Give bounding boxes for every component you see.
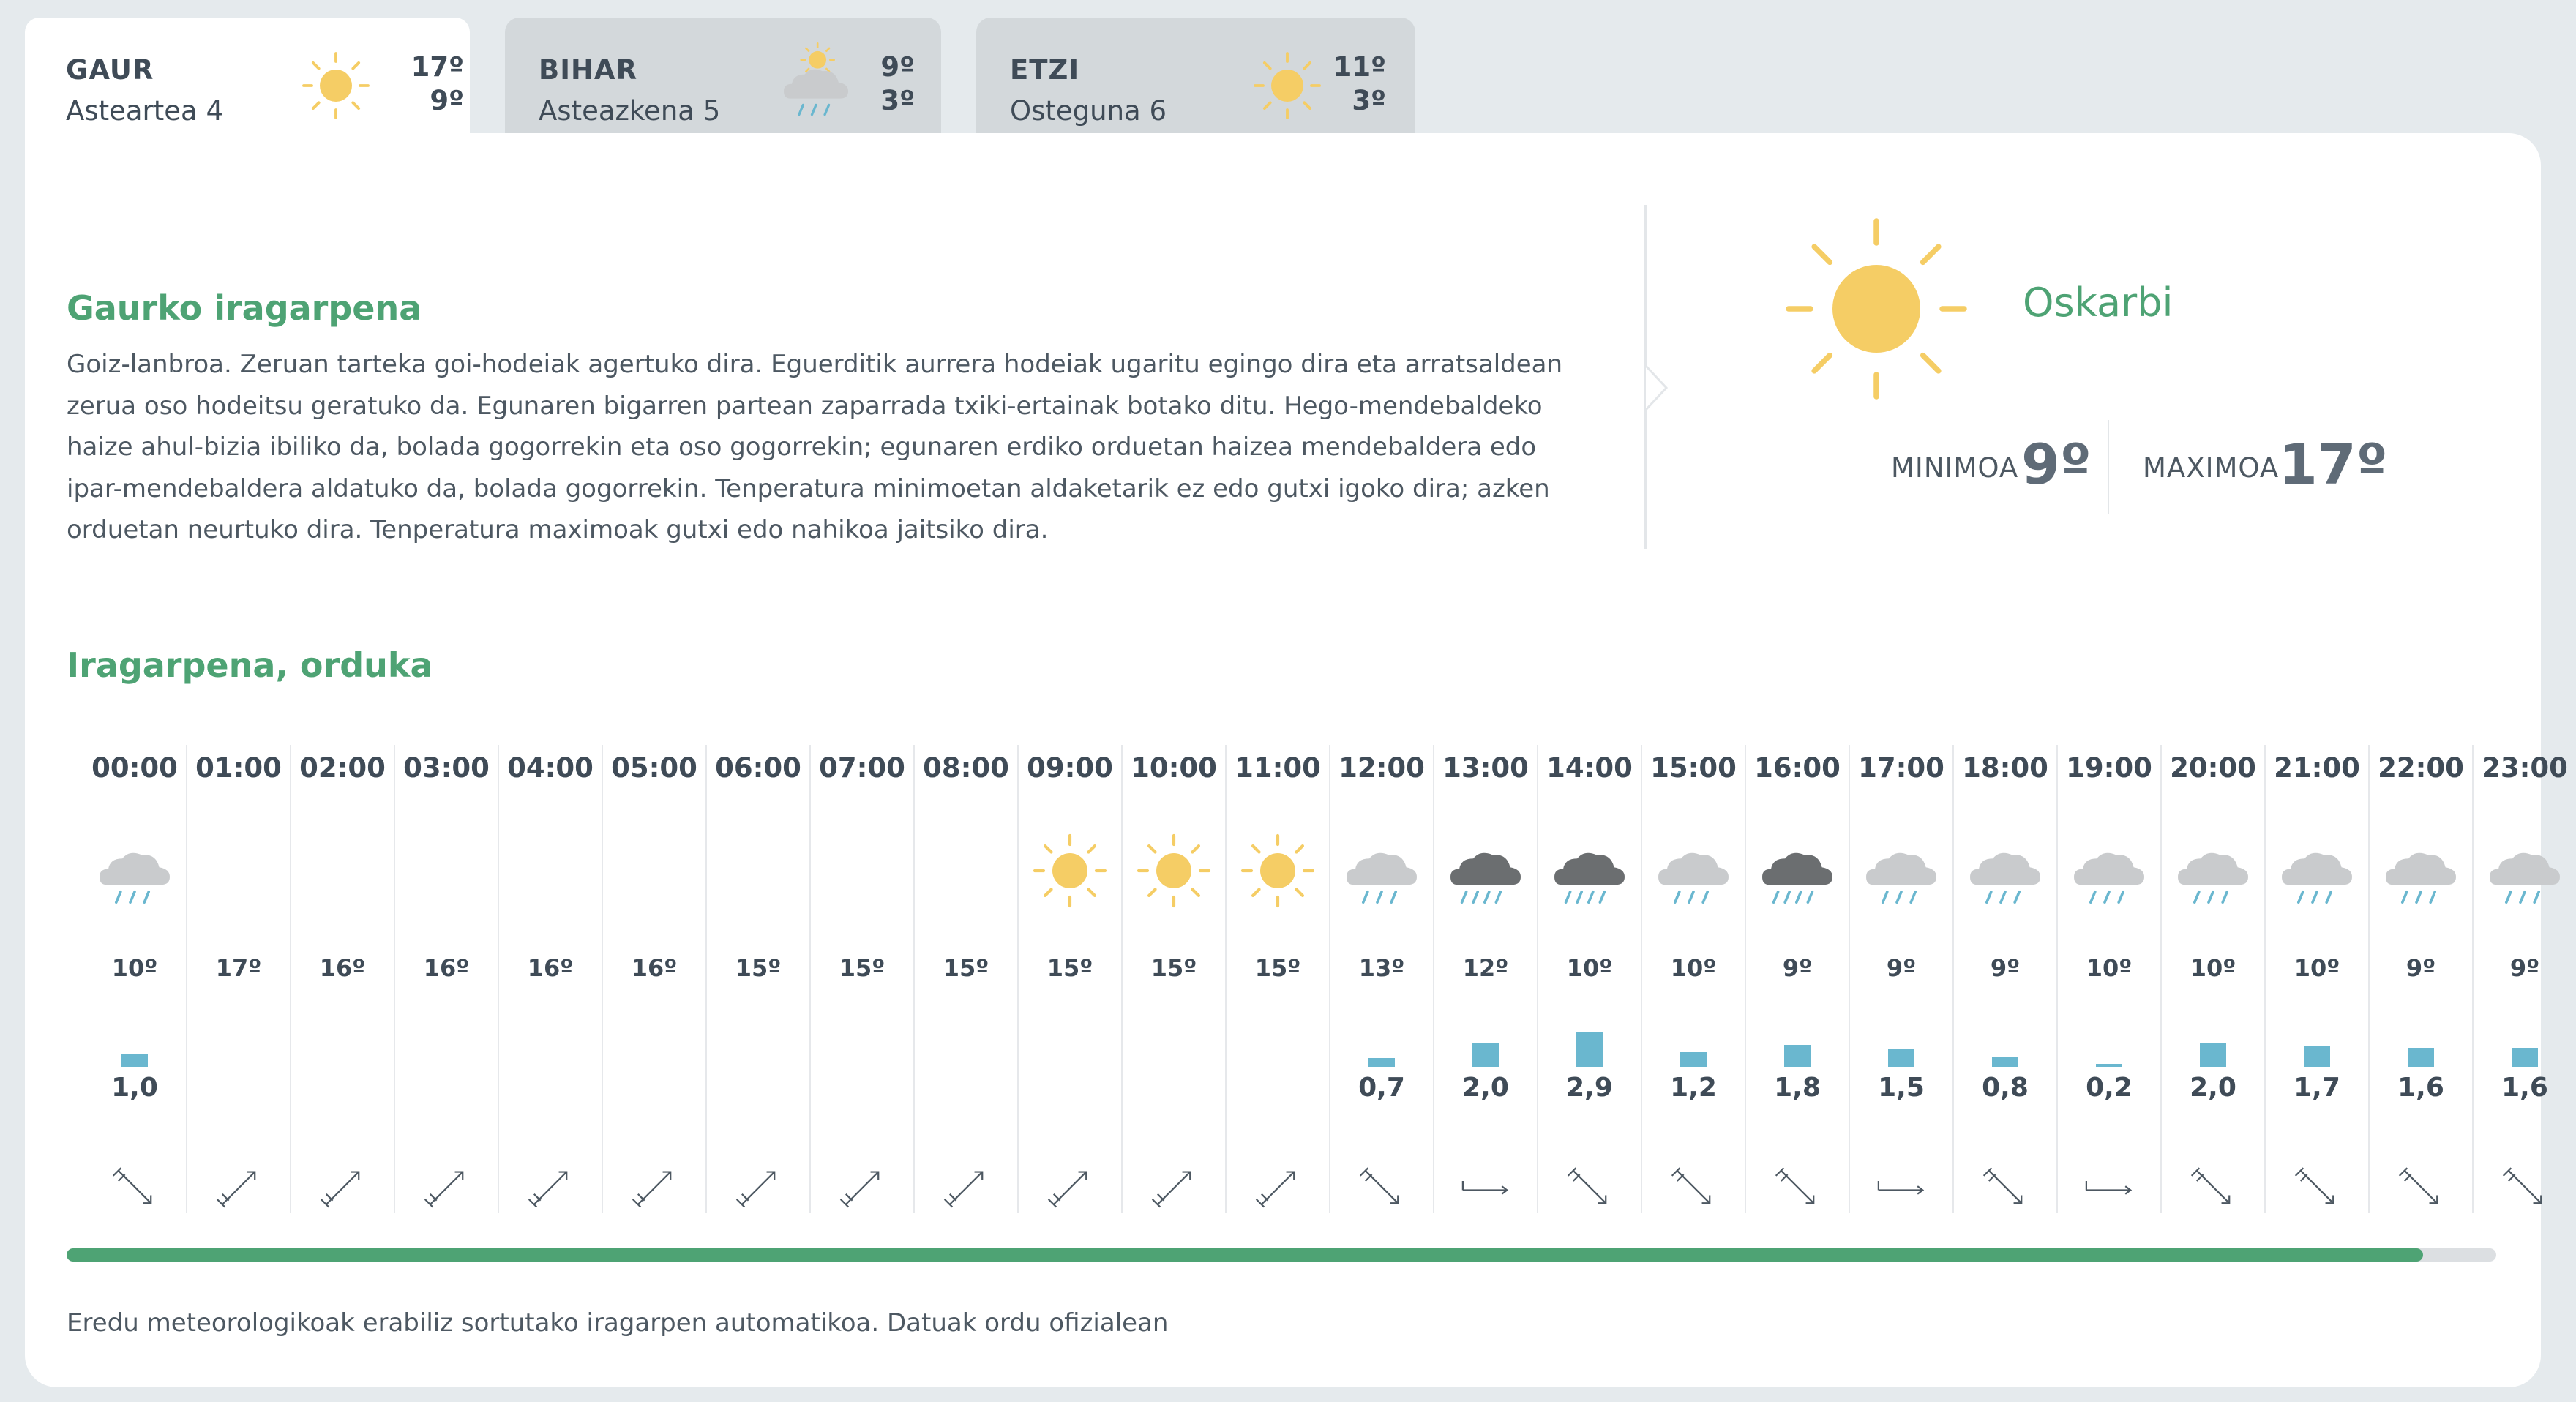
- hour-column: [187, 745, 290, 1213]
- hour-column: [1850, 745, 1952, 1213]
- hour-column: [1538, 745, 1641, 1213]
- min-temp-label: MINIMOA: [1891, 452, 2019, 484]
- chevron-right-icon: [1644, 364, 1668, 411]
- hour-column: [1746, 745, 1849, 1213]
- hour-temperature: 10º: [2190, 954, 2236, 982]
- hour-time: 12:00: [1338, 752, 1425, 784]
- hour-column: [2058, 745, 2160, 1213]
- tab-date: Asteartea 4: [66, 95, 223, 127]
- moon-icon: [299, 827, 386, 915]
- hour-time: 06:00: [715, 752, 801, 784]
- hour-column: [707, 745, 809, 1213]
- tab-date: Osteguna 6: [1010, 95, 1167, 127]
- cloud-rain-icon: [1650, 827, 1737, 915]
- sun-icon: [1234, 827, 1322, 915]
- south-east-arrow-icon: [2288, 1158, 2346, 1216]
- column-divider: [705, 745, 707, 1213]
- tab-min-temp: 3º: [1352, 85, 1386, 116]
- tab-min-temp: 3º: [880, 85, 915, 116]
- hour-time: 20:00: [2170, 752, 2256, 784]
- hour-column: [811, 745, 913, 1213]
- moon-icon: [610, 827, 698, 915]
- tab-date: Asteazkena 5: [539, 95, 721, 127]
- sun-icon: [1026, 827, 1114, 915]
- tab-name: GAUR: [66, 54, 154, 86]
- column-divider: [1121, 745, 1123, 1213]
- hour-precipitation: 0,7: [1358, 1073, 1405, 1103]
- hour-temperature: 15º: [1046, 954, 1093, 982]
- hour-time: 11:00: [1235, 752, 1321, 784]
- hour-temperature: 9º: [2509, 954, 2540, 982]
- precipitation-bar: [1576, 1032, 1603, 1067]
- hour-time: 13:00: [1442, 752, 1529, 784]
- tab-max-temp: 9º: [880, 51, 915, 83]
- hour-column: [395, 745, 498, 1213]
- hour-time: 19:00: [2066, 752, 2152, 784]
- hour-column: [2266, 745, 2368, 1213]
- hour-time: 15:00: [1650, 752, 1737, 784]
- east-arrow-icon: [1872, 1158, 1931, 1216]
- tab-day-after[interactable]: [976, 18, 1415, 135]
- hour-temperature: 10º: [111, 954, 158, 982]
- hour-time: 08:00: [923, 752, 1009, 784]
- scrollbar-thumb[interactable]: [67, 1248, 2423, 1262]
- hour-temperature: 16º: [527, 954, 574, 982]
- north-east-arrow-icon: [1248, 1158, 1307, 1216]
- sun-icon: [296, 45, 376, 126]
- south-east-arrow-icon: [1352, 1158, 1411, 1216]
- column-divider: [2472, 745, 2474, 1213]
- north-east-arrow-icon: [209, 1158, 268, 1216]
- hour-time: 00:00: [91, 752, 178, 784]
- south-east-arrow-icon: [1768, 1158, 1827, 1216]
- tab-max-temp: 11º: [1333, 51, 1386, 83]
- hour-temperature: 9º: [1990, 954, 2021, 982]
- north-east-arrow-icon: [625, 1158, 684, 1216]
- column-divider: [2160, 745, 2162, 1213]
- hour-column: [915, 745, 1017, 1213]
- column-divider: [2264, 745, 2266, 1213]
- tab-name: ETZI: [1010, 54, 1080, 86]
- hour-precipitation: 1,2: [1670, 1073, 1717, 1103]
- cloud-rain-icon: [91, 827, 179, 915]
- hour-temperature: 16º: [319, 954, 366, 982]
- hour-temperature: 15º: [839, 954, 886, 982]
- hour-temperature: 13º: [1358, 954, 1405, 982]
- hour-time: 07:00: [819, 752, 905, 784]
- south-east-arrow-icon: [1560, 1158, 1619, 1216]
- hour-column: [2474, 745, 2576, 1213]
- dark-cloud-heavy-rain-icon: [1442, 827, 1530, 915]
- max-temp-label: MAXIMOA: [2143, 452, 2280, 484]
- precipitation-bar: [2512, 1048, 2538, 1067]
- moon-icon: [922, 827, 1010, 915]
- north-east-arrow-icon: [1041, 1158, 1099, 1216]
- tab-min-temp: 9º: [430, 85, 464, 116]
- hour-precipitation: 2,9: [1566, 1073, 1613, 1103]
- cloud-rain-icon: [2065, 827, 2153, 915]
- hour-time: 23:00: [2482, 752, 2568, 784]
- hour-temperature: 16º: [423, 954, 470, 982]
- column-divider: [1433, 745, 1434, 1213]
- south-east-arrow-icon: [2184, 1158, 2242, 1216]
- moon-cloud-rain-icon: [2377, 827, 2465, 915]
- moon-cloud-rain-icon: [2273, 827, 2361, 915]
- hour-time: 18:00: [1962, 752, 2048, 784]
- column-divider: [1329, 745, 1330, 1213]
- dark-cloud-heavy-rain-icon: [1753, 827, 1841, 915]
- divider: [2108, 420, 2109, 514]
- hour-precipitation: 1,5: [1878, 1073, 1925, 1103]
- hour-time: 14:00: [1546, 752, 1633, 784]
- moon-icon: [506, 827, 594, 915]
- hour-column: [1019, 745, 1121, 1213]
- moon-icon: [714, 827, 802, 915]
- precipitation-bar: [1784, 1045, 1811, 1067]
- dark-cloud-heavy-rain-icon: [1546, 827, 1633, 915]
- south-east-arrow-icon: [1976, 1158, 2034, 1216]
- sun-cloud-rain-icon: [776, 45, 856, 126]
- hour-time: 04:00: [507, 752, 594, 784]
- north-east-arrow-icon: [521, 1158, 580, 1216]
- column-divider: [809, 745, 811, 1213]
- horizontal-scrollbar[interactable]: [67, 1248, 2496, 1262]
- hour-column: [2370, 745, 2472, 1213]
- forecast-card: [25, 133, 2568, 1387]
- precipitation-bar: [1992, 1057, 2018, 1067]
- hour-temperature: 17º: [215, 954, 262, 982]
- hour-temperature: 12º: [1462, 954, 1509, 982]
- min-temp-value: 9º: [2021, 432, 2092, 497]
- south-east-arrow-icon: [2392, 1158, 2450, 1216]
- column-divider: [290, 745, 291, 1213]
- hour-time: 01:00: [195, 752, 282, 784]
- moon-icon: [402, 827, 490, 915]
- column-divider: [1641, 745, 1642, 1213]
- moon-cloud-rain-icon: [2169, 827, 2257, 915]
- hour-temperature: 10º: [1566, 954, 1613, 982]
- hour-time: 16:00: [1754, 752, 1841, 784]
- south-east-arrow-icon: [105, 1158, 164, 1216]
- column-divider: [1017, 745, 1019, 1213]
- hour-time: 03:00: [403, 752, 490, 784]
- precipitation-bar: [1680, 1052, 1707, 1067]
- north-east-arrow-icon: [1145, 1158, 1203, 1216]
- precipitation-bar: [2096, 1064, 2122, 1067]
- sun-icon: [1130, 827, 1218, 915]
- east-arrow-icon: [1456, 1158, 1515, 1216]
- column-divider: [2056, 745, 2058, 1213]
- hour-precipitation: 1,0: [111, 1073, 158, 1103]
- hour-temperature: 9º: [2405, 954, 2436, 982]
- hour-precipitation: 0,2: [2086, 1073, 2133, 1103]
- max-temp-value: 17º: [2279, 432, 2388, 497]
- hour-temperature: 15º: [1150, 954, 1197, 982]
- hour-time: 09:00: [1027, 752, 1113, 784]
- tab-today[interactable]: [25, 18, 470, 135]
- moon-cloud-rain-icon: [2481, 827, 2569, 915]
- hour-precipitation: 1,7: [2294, 1073, 2340, 1103]
- column-divider: [186, 745, 187, 1213]
- column-divider: [2368, 745, 2370, 1213]
- column-divider: [1537, 745, 1538, 1213]
- condition-label: Oskarbi: [2023, 280, 2174, 326]
- precipitation-bar: [2200, 1043, 2226, 1067]
- precipitation-bar: [1472, 1043, 1499, 1067]
- moon-icon: [818, 827, 906, 915]
- tab-max-temp: 17º: [411, 51, 464, 83]
- hour-column: [291, 745, 394, 1213]
- today-forecast-text: Goiz-lanbroa. Zeruan tarteka goi-hodeiak agertuko dira. Eguerditik aurrera hodeiak ugaritu egingo dira eta arratsaldean zerua oso hodeitsu geratuko da. Egunaren bigarren partean zaparrada txiki-ertainak botako ditu. Hego-mendebaldeko haize ahul-bizia ibiliko da, bolada gogorrekin eta oso gogorrekin; egunaren erdiko orduetan haizea mendebaldera edo ipar-mendebaldera aldatuko da, bolada gogorrekin. Tenperatura minimoetan aldaketarik ez edo gutxi igoko dira; azken orduetan neurtuko dira. Tenperatura maximoak gutxi edo nahikoa jaitsiko dira.: [67, 350, 1563, 544]
- precipitation-bar: [2408, 1048, 2434, 1067]
- hour-temperature: 9º: [1886, 954, 1917, 982]
- cloud-rain-icon: [1961, 827, 2049, 915]
- sun-icon: [1247, 45, 1328, 126]
- hour-time: 10:00: [1131, 752, 1217, 784]
- hour-temperature: 10º: [2294, 954, 2340, 982]
- south-east-arrow-icon: [1664, 1158, 1723, 1216]
- column-divider: [394, 745, 395, 1213]
- hour-column: [2162, 745, 2264, 1213]
- north-east-arrow-icon: [729, 1158, 787, 1216]
- north-east-arrow-icon: [937, 1158, 995, 1216]
- column-divider: [1952, 745, 1954, 1213]
- hour-column: [1434, 745, 1537, 1213]
- hourly-forecast-heading: Iragarpena, orduka: [67, 645, 433, 685]
- cloud-rain-icon: [1338, 827, 1426, 915]
- hour-precipitation: 2,0: [1462, 1073, 1509, 1103]
- column-divider: [602, 745, 603, 1213]
- hour-temperature: 15º: [1254, 954, 1301, 982]
- hour-column: [1123, 745, 1225, 1213]
- east-arrow-icon: [2080, 1158, 2138, 1216]
- hour-temperature: 16º: [631, 954, 678, 982]
- hour-temperature: 10º: [1670, 954, 1717, 982]
- tab-name: BIHAR: [539, 54, 638, 86]
- hour-column: [603, 745, 705, 1213]
- sun-icon: [1767, 199, 1986, 419]
- column-divider: [1849, 745, 1850, 1213]
- precipitation-bar: [2304, 1046, 2330, 1067]
- column-divider: [498, 745, 499, 1213]
- footnote: Eredu meteorologikoak erabiliz sortutako iragarpen automatikoa. Datuak ordu ofizialean: [67, 1308, 1169, 1338]
- hour-precipitation: 1,6: [2501, 1073, 2548, 1103]
- precipitation-bar: [121, 1054, 148, 1067]
- column-divider: [913, 745, 915, 1213]
- hour-column: [1954, 745, 2056, 1213]
- north-east-arrow-icon: [313, 1158, 372, 1216]
- hour-temperature: 10º: [2086, 954, 2133, 982]
- hour-precipitation: 1,6: [2397, 1073, 2444, 1103]
- today-forecast-heading: Gaurko iragarpena: [67, 288, 422, 328]
- hour-column: [1330, 745, 1433, 1213]
- hour-precipitation: 2,0: [2190, 1073, 2236, 1103]
- hour-column: [499, 745, 602, 1213]
- hour-precipitation: 0,8: [1982, 1073, 2029, 1103]
- precipitation-bar: [1888, 1049, 1914, 1067]
- hour-column: [1227, 745, 1329, 1213]
- hour-temperature: 15º: [943, 954, 989, 982]
- hour-time: 02:00: [299, 752, 386, 784]
- column-divider: [1745, 745, 1746, 1213]
- north-east-arrow-icon: [833, 1158, 891, 1216]
- hourly-forecast-strip[interactable]: [83, 745, 2568, 1213]
- hour-temperature: 9º: [1782, 954, 1813, 982]
- moon-icon: [195, 827, 282, 915]
- hour-precipitation: 1,8: [1774, 1073, 1821, 1103]
- hour-temperature: 15º: [735, 954, 782, 982]
- hour-time: 17:00: [1858, 752, 1944, 784]
- south-east-arrow-icon: [2496, 1158, 2554, 1216]
- hour-time: 22:00: [2378, 752, 2464, 784]
- precipitation-bar: [1368, 1058, 1395, 1067]
- hour-column: [83, 745, 186, 1213]
- tab-tomorrow[interactable]: [505, 18, 941, 135]
- north-east-arrow-icon: [417, 1158, 476, 1216]
- cloud-rain-icon: [1857, 827, 1945, 915]
- hour-time: 05:00: [611, 752, 697, 784]
- hour-column: [1642, 745, 1745, 1213]
- hour-time: 21:00: [2274, 752, 2360, 784]
- column-divider: [1225, 745, 1227, 1213]
